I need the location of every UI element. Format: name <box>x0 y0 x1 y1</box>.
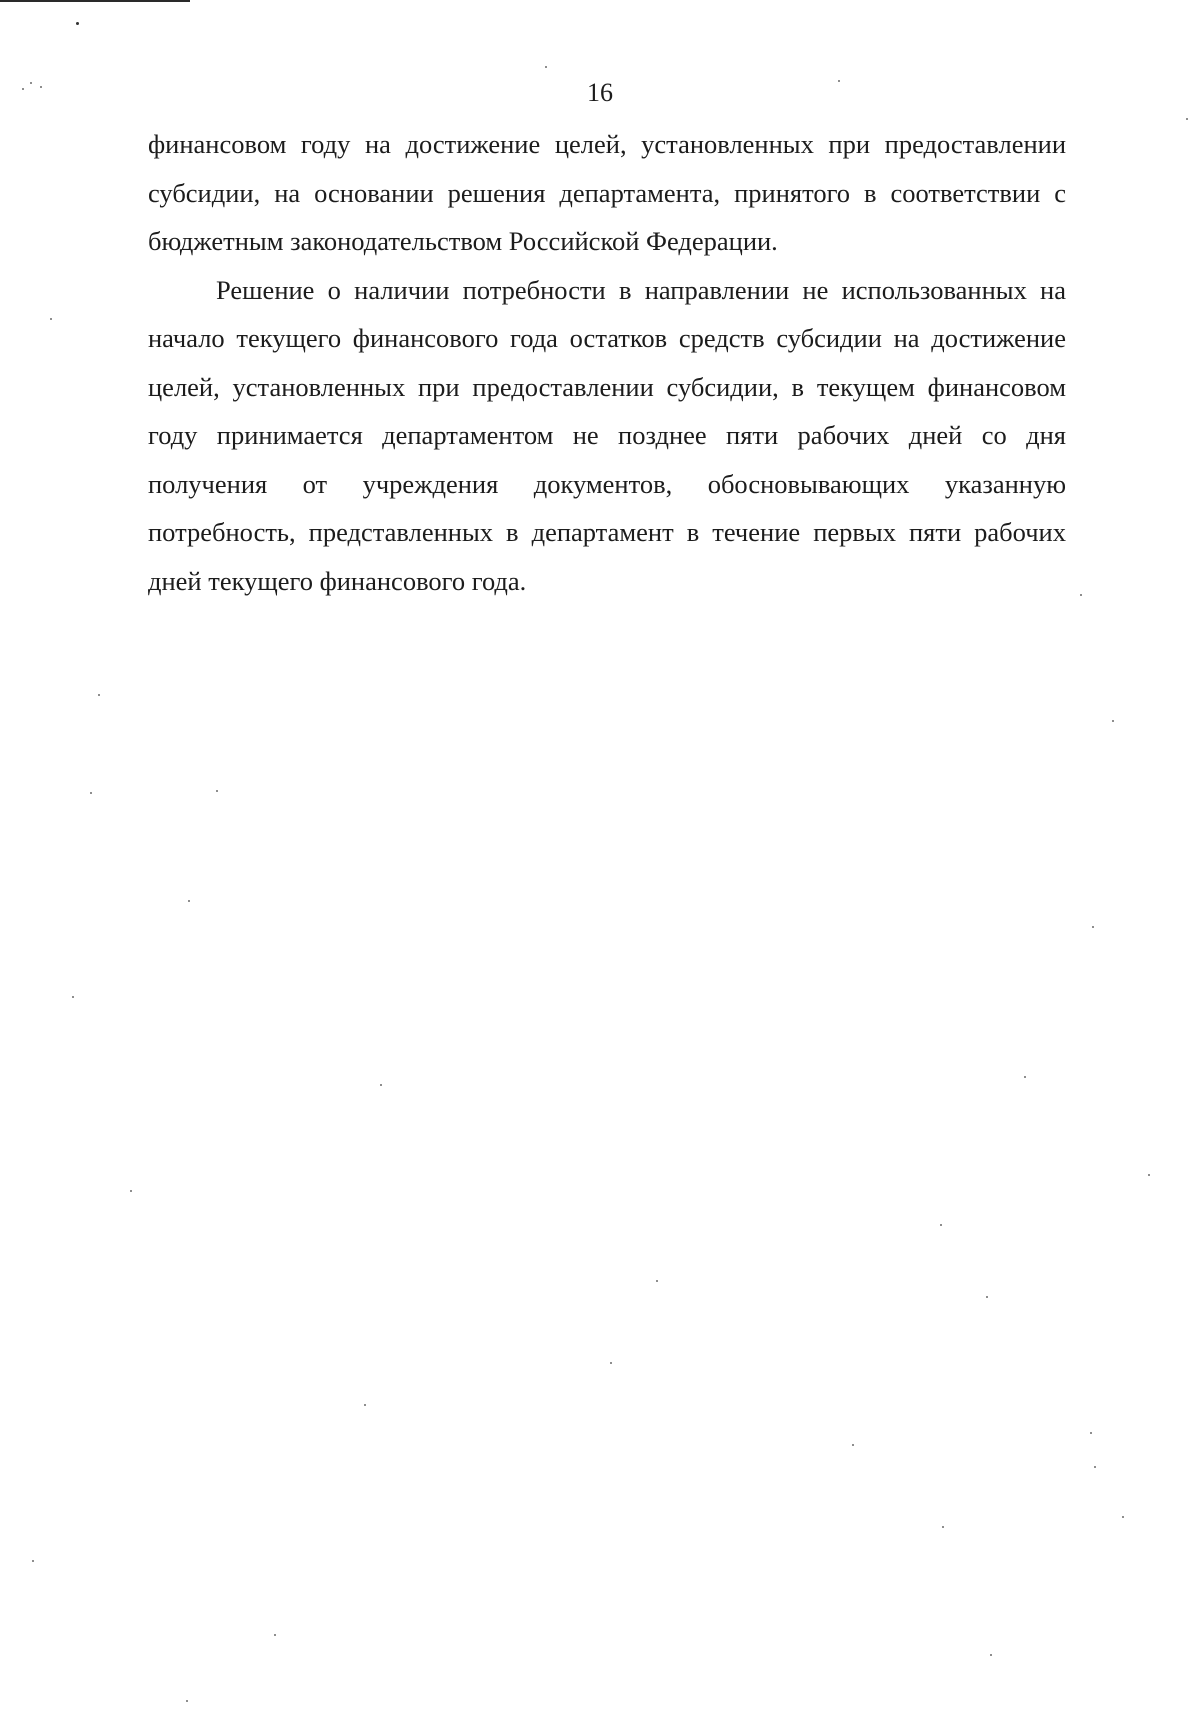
paragraph-decision: Решение о наличии потребности в направлении не использованных на начало текущего финансового года остатков средств субсидии на достижение целей, установленных при предоставлении субсидии, в текущем финансовом году принимается департаментом не позднее пяти рабочих дней со дня получения от учреждения документов, обосновывающих указанную потребность, представленных в департамент в течение первых пяти рабочих дней текущего финансового года. <box>148 274 1066 596</box>
scan-top-edge-line <box>0 0 190 2</box>
page-number: 16 <box>587 78 613 107</box>
document-body <box>148 120 1066 605</box>
paragraph-continuation: финансовом году на достижение целей, установленных при предоставлении субсидии, на основании решения департамента, принятого в соответствии с бюджетным законодательством Российской Федерации. <box>148 129 1066 256</box>
